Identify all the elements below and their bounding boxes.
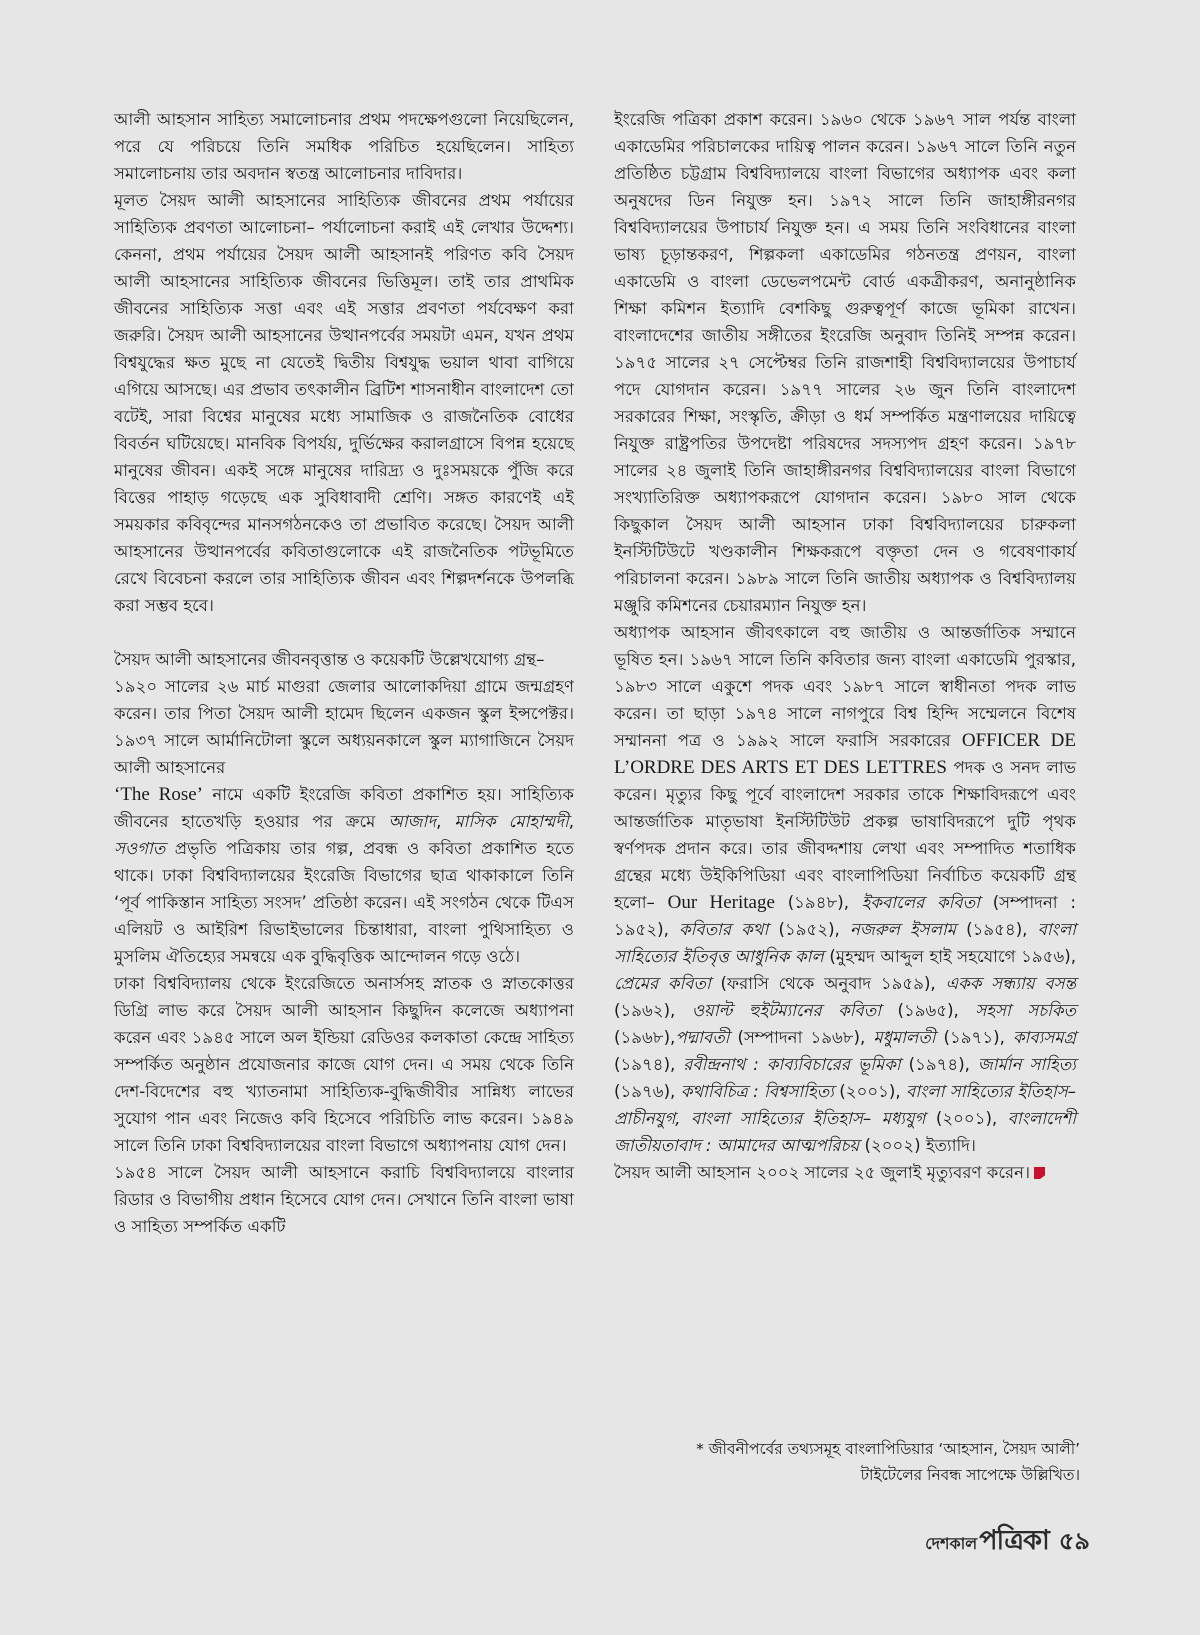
book-title: প্রেমের কবিতা bbox=[614, 974, 711, 993]
separator-text: , bbox=[568, 812, 574, 831]
honors-text: অধ্যাপক আহসান জীবৎকালে বহু জাতীয় ও আন্তর্জাতিক সম্মানে ভূষিত হন। ১৯৬৭ সালে তিনি কবিতার জন্য বাংলা একাডেমি পুরস্কার, ১৯৮৩ সালে একুশে পদক এবং ১৯৮৭ সালে স্বাধীনতা পদক লাভ করেন। তা ছাড়া ১৯৭৪ সালে নাগপুরে বিশ্ব হিন্দি সম্মেলনে বিশেষ সম্মাননা পত্র ও ১৯৯২ সালে ফরাসি সরকারের bbox=[614, 623, 1076, 750]
logo-prefix: দেশকাল bbox=[925, 1534, 978, 1553]
book-title: কথাবিচিত্র : বিশ্বসাহিত্য bbox=[680, 1082, 834, 1101]
intro-paragraph: আলী আহসান সাহিত্য সমালোচনার প্রথম পদক্ষেপগুলো নিয়েছিলেন, পরে যে পরিচয়ে তিনি সমধিক পরিচিত হয়েছিলেন। সাহিত্য সমালোচনায় তার অবদান স্বতন্ত্র আলোচনার দাবিদার। bbox=[114, 110, 574, 183]
book-title: Our Heritage bbox=[667, 892, 775, 913]
book-year: (২০০২) ইত্যাদি। bbox=[859, 1136, 976, 1155]
book-year: (১৯৭৪), bbox=[900, 1055, 978, 1074]
book-year: (১৯৫৪), bbox=[956, 920, 1038, 939]
career-paragraph: ইংরেজি পত্রিকা প্রকাশ করেন। ১৯৬০ থেকে ১৯৬৭ সাল পর্যন্ত বাংলা একাডেমির পরিচালকের দায়িত্ব পালন করেন। ১৯৬৭ সালে তিনি নতুন প্রতিষ্ঠিত চট্টগ্রাম বিশ্ববিদ্যালয়ে বাংলা বিভাগের অধ্যাপক এবং কলা অনুষদের ডিন নিযুক্ত হন। ১৯৭২ সালে তিনি জাহাঙ্গীরনগর বিশ্ববিদ্যালয়ের উপাচার্য নিযুক্ত হন। এ সময় তিনি সংবিধানের বাংলা ভাষ্য চূড়ান্তকরণ, শিল্পকলা একাডেমির গঠনতন্ত্র প্রণয়ন, বাংলা একাডেমি ও বাংলা ডেভেলপমেন্ট বোর্ড একত্রীকরণ, অনানুষ্ঠানিক শিক্ষা কমিশন ইত্যাদি বেশকিছু গুরুত্বপূর্ণ কাজে ভূমিকা রাখেন। বাংলাদেশের জাতীয় সঙ্গীতের ইংরেজি অনুবাদ তিনিই সম্পন্ন করেন। ১৯৭৫ সালের ২৭ সেপ্টেম্বর তিনি রাজশাহী বিশ্ববিদ্যালয়ের উপাচার্য পদে যোগদান করেন। ১৯৭৭ সালের ২৬ জুন তিনি বাংলাদেশ সরকারের শিক্ষা, সংস্কৃতি, ক্রীড়া ও ধর্ম সম্পর্কিত মন্ত্রণালয়ের দায়িত্বে নিযুক্ত রাষ্ট্রপতির উপদেষ্টা পরিষদের সদস্যপদ গ্রহণ করেন। ১৯৭৮ সালের ২৪ জুলাই তিনি জাহাঙ্গীরনগর বিশ্ববিদ্যালয়ের বাংলা বিভাগে সংখ্যাতিরিক্ত অধ্যাপকরূপে যোগদান করেন। ১৯৮০ সাল থেকে কিছুকাল সৈয়দ আলী আহসান ঢাকা বিশ্ববিদ্যালয়ের চারুকলা ইনস্টিটিউটে খণ্ডকালীন শিক্ষকরূপে বক্তৃতা দেন ও গবেষণাকার্য পরিচালনা করেন। ১৯৮৯ সালে তিনি জাতীয় অধ্যাপক ও বিশ্ববিদ্যালয় মঞ্জুরি কমিশনের চেয়ারম্যান নিযুক্ত হন। bbox=[614, 110, 1076, 615]
death-paragraph bbox=[614, 1159, 1076, 1186]
book-title: কবিতার কথা bbox=[679, 920, 769, 939]
honors-text: পদক ও সনদ লাভ করেন। মৃত্যুর কিছু পূর্বে বাংলাদেশ সরকার তাকে শিক্ষাবিদরূপে এবং আন্তর্জাতিক মাতৃভাষা ইনস্টিটিউট প্রকল্প ভাষাবিদরূপে দুটি পৃথক স্বর্ণপদক প্রদান করে। তার জীবদ্দশায় লেখা এবং সম্পাদিত শতাধিক গ্রন্থের মধ্যে উইকিপিডিয়া এবং বাংলাপিডিয়া নির্বাচিত কয়েকটি গ্রন্থ হলো– bbox=[614, 758, 1076, 912]
book-title: নজরুল ইসলাম bbox=[850, 920, 956, 939]
book-title: কাব্যসমগ্র bbox=[1012, 1028, 1076, 1047]
logo-wordmark: পত্রিকা bbox=[979, 1525, 1049, 1556]
separator-text: , bbox=[436, 812, 455, 831]
book-year: (১৯৬২), bbox=[614, 1001, 692, 1020]
book-title: বাংলা সাহিত্যের ইতিহাস– প্রাচীনযুগ, বাংলা সাহিত্যের ইতিহাস– মধ্যযুগ bbox=[614, 1082, 1076, 1128]
book-title: ওয়াল্ট হুইটম্যানের কবিতা bbox=[691, 1001, 882, 1020]
book-title: পদ্মাবতী bbox=[675, 1028, 730, 1047]
book-title: রবীন্দ্রনাথ : কাব্যবিচারের ভূমিকা bbox=[683, 1055, 901, 1074]
right-column bbox=[614, 106, 1076, 1186]
magazine-title: সওগাত bbox=[114, 839, 166, 858]
book-year: (১৯৬৮), bbox=[614, 1028, 676, 1047]
karachi-paragraph: ১৯৫৪ সালে সৈয়দ আলী আহসানে করাচি বিশ্ববিদ্যালয়ে বাংলার রিডার ও বিভাগীয় প্রধান হিসেবে যোগ দেন। সেখানে তিনি বাংলা ভাষা ও সাহিত্য সম্পর্কিত একটি bbox=[114, 1163, 574, 1236]
footnote-line: * জীবনীপর্বের তথ্যসমূহ বাংলাপিডিয়ার ‘আহসান, সৈয়দ আলী’ bbox=[696, 1440, 1080, 1458]
page-number: ৫৯ bbox=[1058, 1526, 1090, 1555]
book-title: ইকবালের কবিতা bbox=[861, 893, 980, 912]
book-year: (২০০১), bbox=[925, 1109, 1008, 1128]
book-year: (২০০১), bbox=[833, 1082, 907, 1101]
book-year: (১৯৫২), bbox=[768, 920, 850, 939]
book-title: জার্মান সাহিত্য bbox=[977, 1055, 1076, 1074]
book-year: (১৯৭৬), bbox=[614, 1082, 681, 1101]
book-year: (১৯৬৫), bbox=[881, 1001, 976, 1020]
biography-text: প্রভৃতি পত্রিকায় তার গল্প, প্রবন্ধ ও কবিতা প্রকাশিত হতে থাকে। ঢাকা বিশ্ববিদ্যালয়ের ইংরেজি বিভাগের ছাত্র থাকাকালে তিনি ‘পূর্ব পাকিস্তান সাহিত্য সংসদ’ প্রতিষ্ঠা করেন। এই সংগঠন থেকে টিএস এলিয়ট ও আইরিশ রিভাইভালের চিন্তাধারা, বাংলা পুথিসাহিত্য ও মুসলিম ঐতিহ্যের সমন্বয়ে এক বুদ্ধিবৃত্তিক আন্দোলন গড়ে ওঠে। bbox=[114, 839, 574, 966]
biography-text: নামে একটি ইংরেজি কবিতা প্রকাশিত হয়। সাহিত্যিক জীবনের হাতেখড়ি হওয়ার পর ক্রমে bbox=[114, 785, 574, 831]
book-year: (সম্পাদনা : ১৯৫২), bbox=[614, 893, 1076, 939]
end-mark-icon bbox=[1034, 1167, 1045, 1179]
poem-title: ‘The Rose’ bbox=[114, 784, 203, 805]
book-year: (১৯৭৪), bbox=[614, 1055, 684, 1074]
footnote-line: টাইটেলের নিবন্ধ সাপেক্ষে উল্লিখিত। bbox=[860, 1466, 1080, 1484]
section-heading: সৈয়দ আলী আহসানের জীবনবৃত্তান্ত ও কয়েকটি উল্লেখযোগ্য গ্রন্থ– bbox=[114, 650, 545, 669]
book-year: (ফরাসি থেকে অনুবাদ ১৯৫৯), bbox=[710, 974, 946, 993]
context-paragraph: মূলত সৈয়দ আলী আহসানের সাহিত্যিক জীবনের প্রথম পর্যায়ের সাহিত্যিক প্রবণতা আলোচনা– পর্যালোচনা করাই এই লেখার উদ্দেশ্য। কেননা, প্রথম পর্যায়ের সৈয়দ আলী আহসানই পরিণত কবি সৈয়দ আলী আহসানের সাহিত্যিক জীবনের ভিত্তিমূল। তাই তার প্রাথমিক জীবনের সাহিত্যিক সত্তা এবং এই সত্তার প্রবণতা পর্যবেক্ষণ করা জরুরি। সৈয়দ আলী আহসানের উত্থানপর্বের সময়টা এমন, যখন প্রথম বিশ্বযুদ্ধের ক্ষত মুছে না যেতেই দ্বিতীয় বিশ্বযুদ্ধ ভয়াল থাবা বাগিয়ে এগিয়ে আসছে। এর প্রভাব তৎকালীন ব্রিটিশ শাসনাধীন বাংলাদেশ তো বটেই, সারা বিশ্বের মানুষের মধ্যে সামাজিক ও রাজনৈতিক বোধের বিবর্তন ঘটিয়েছে। মানবিক বিপর্যয়, দুর্ভিক্ষের করালগ্রাসে বিপন্ন হয়েছে মানুষের জীবন। একই সঙ্গে মানুষের দারিদ্র্য ও দুঃসময়কে পুঁজি করে বিত্তের পাহাড় গড়েছে এক সুবিধাবাদী শ্রেণি। সঙ্গত কারণেই এই সময়কার কবিবৃন্দের মানসগঠনকেও তা প্রভাবিত করেছে। সৈয়দ আলী আহসানের উত্থানপর্বের কবিতাগুলোকে এই রাজনৈতিক পটভূমিতে রেখে বিবেচনা করলে তার সাহিত্যিক জীবন এবং শিল্পদর্শনকে উপলব্ধি করা সম্ভব হবে। bbox=[114, 191, 574, 615]
book-title: বাংলা সাহিত্যের ইতিবৃত্ত আধুনিক কাল bbox=[614, 920, 1076, 966]
biography-paragraph bbox=[114, 673, 574, 970]
death-text: সৈয়দ আলী আহসান ২০০২ সালের ২৫ জুলাই মৃত্যুবরণ করেন। bbox=[614, 1163, 1030, 1182]
book-title: একক সন্ধ্যায় বসন্ত bbox=[945, 974, 1076, 993]
book-year: (মুহম্মদ আব্দুল হাই সহযোগে ১৯৫৬), bbox=[823, 947, 1077, 966]
spacer bbox=[114, 619, 574, 646]
book-title: মধুমালতী bbox=[873, 1028, 936, 1047]
education-paragraph: ঢাকা বিশ্ববিদ্যালয় থেকে ইংরেজিতে অনার্সসহ স্নাতক ও স্নাতকোত্তর ডিগ্রি লাভ করে সৈয়দ আলী আহসান কিছুদিন কলেজে অধ্যাপনা করেন এবং ১৯৪৫ সালে অল ইন্ডিয়া রেডিওর কলকাতা কেন্দ্রে সাহিত্য সম্পর্কিত অনুষ্ঠান প্রযোজনার কাজে যোগ দেন। এ সময় থেকে তিনি দেশ-বিদেশের বহু খ্যাতনামা সাহিত্যিক-বুদ্ধিজীবীর সান্নিধ্য লাভের সুযোগ পান এবং নিজেও কবি হিসেবে পরিচিতি লাভ করেন। ১৯৪৯ সালে তিনি ঢাকা বিশ্ববিদ্যালয়ের বাংলা বিভাগে অধ্যাপনায় যোগ দেন। bbox=[114, 974, 574, 1155]
biography-text: ১৯২০ সালের ২৬ মার্চ মাগুরা জেলার আলোকদিয়া গ্রামে জন্মগ্রহণ করেন। তার পিতা সৈয়দ আলী হামেদ ছিলেন একজন স্কুল ইন্সপেক্টর। ১৯৩৭ সালে আর্মানিটোলা স্কুলে অধ্যয়নকালে স্কুল ম্যাগাজিনে সৈয়দ আলী আহসানের bbox=[114, 677, 574, 777]
book-title: সহসা সচকিত bbox=[975, 1001, 1076, 1020]
book-year: (১৯৪৮), bbox=[774, 893, 862, 912]
page-footer bbox=[925, 1520, 1090, 1565]
book-year: (১৯৭১), bbox=[935, 1028, 1013, 1047]
book-year: (সম্পাদনা ১৯৬৮), bbox=[729, 1028, 874, 1047]
award-title: OFFICER DE L’ORDRE DES ARTS ET DES LETTRES bbox=[614, 730, 1076, 778]
magazine-title: আজাদ bbox=[388, 812, 437, 831]
book-title: বাংলাদেশী জাতীয়তাবাদ : আমাদের আত্মপরিচয় bbox=[614, 1109, 1076, 1155]
honors-paragraph bbox=[614, 619, 1076, 1159]
magazine-title: মাসিক মোহাম্মদী bbox=[454, 812, 569, 831]
footnote bbox=[614, 1436, 1080, 1488]
magazine-logo bbox=[925, 1520, 1049, 1565]
left-column bbox=[114, 106, 574, 1240]
